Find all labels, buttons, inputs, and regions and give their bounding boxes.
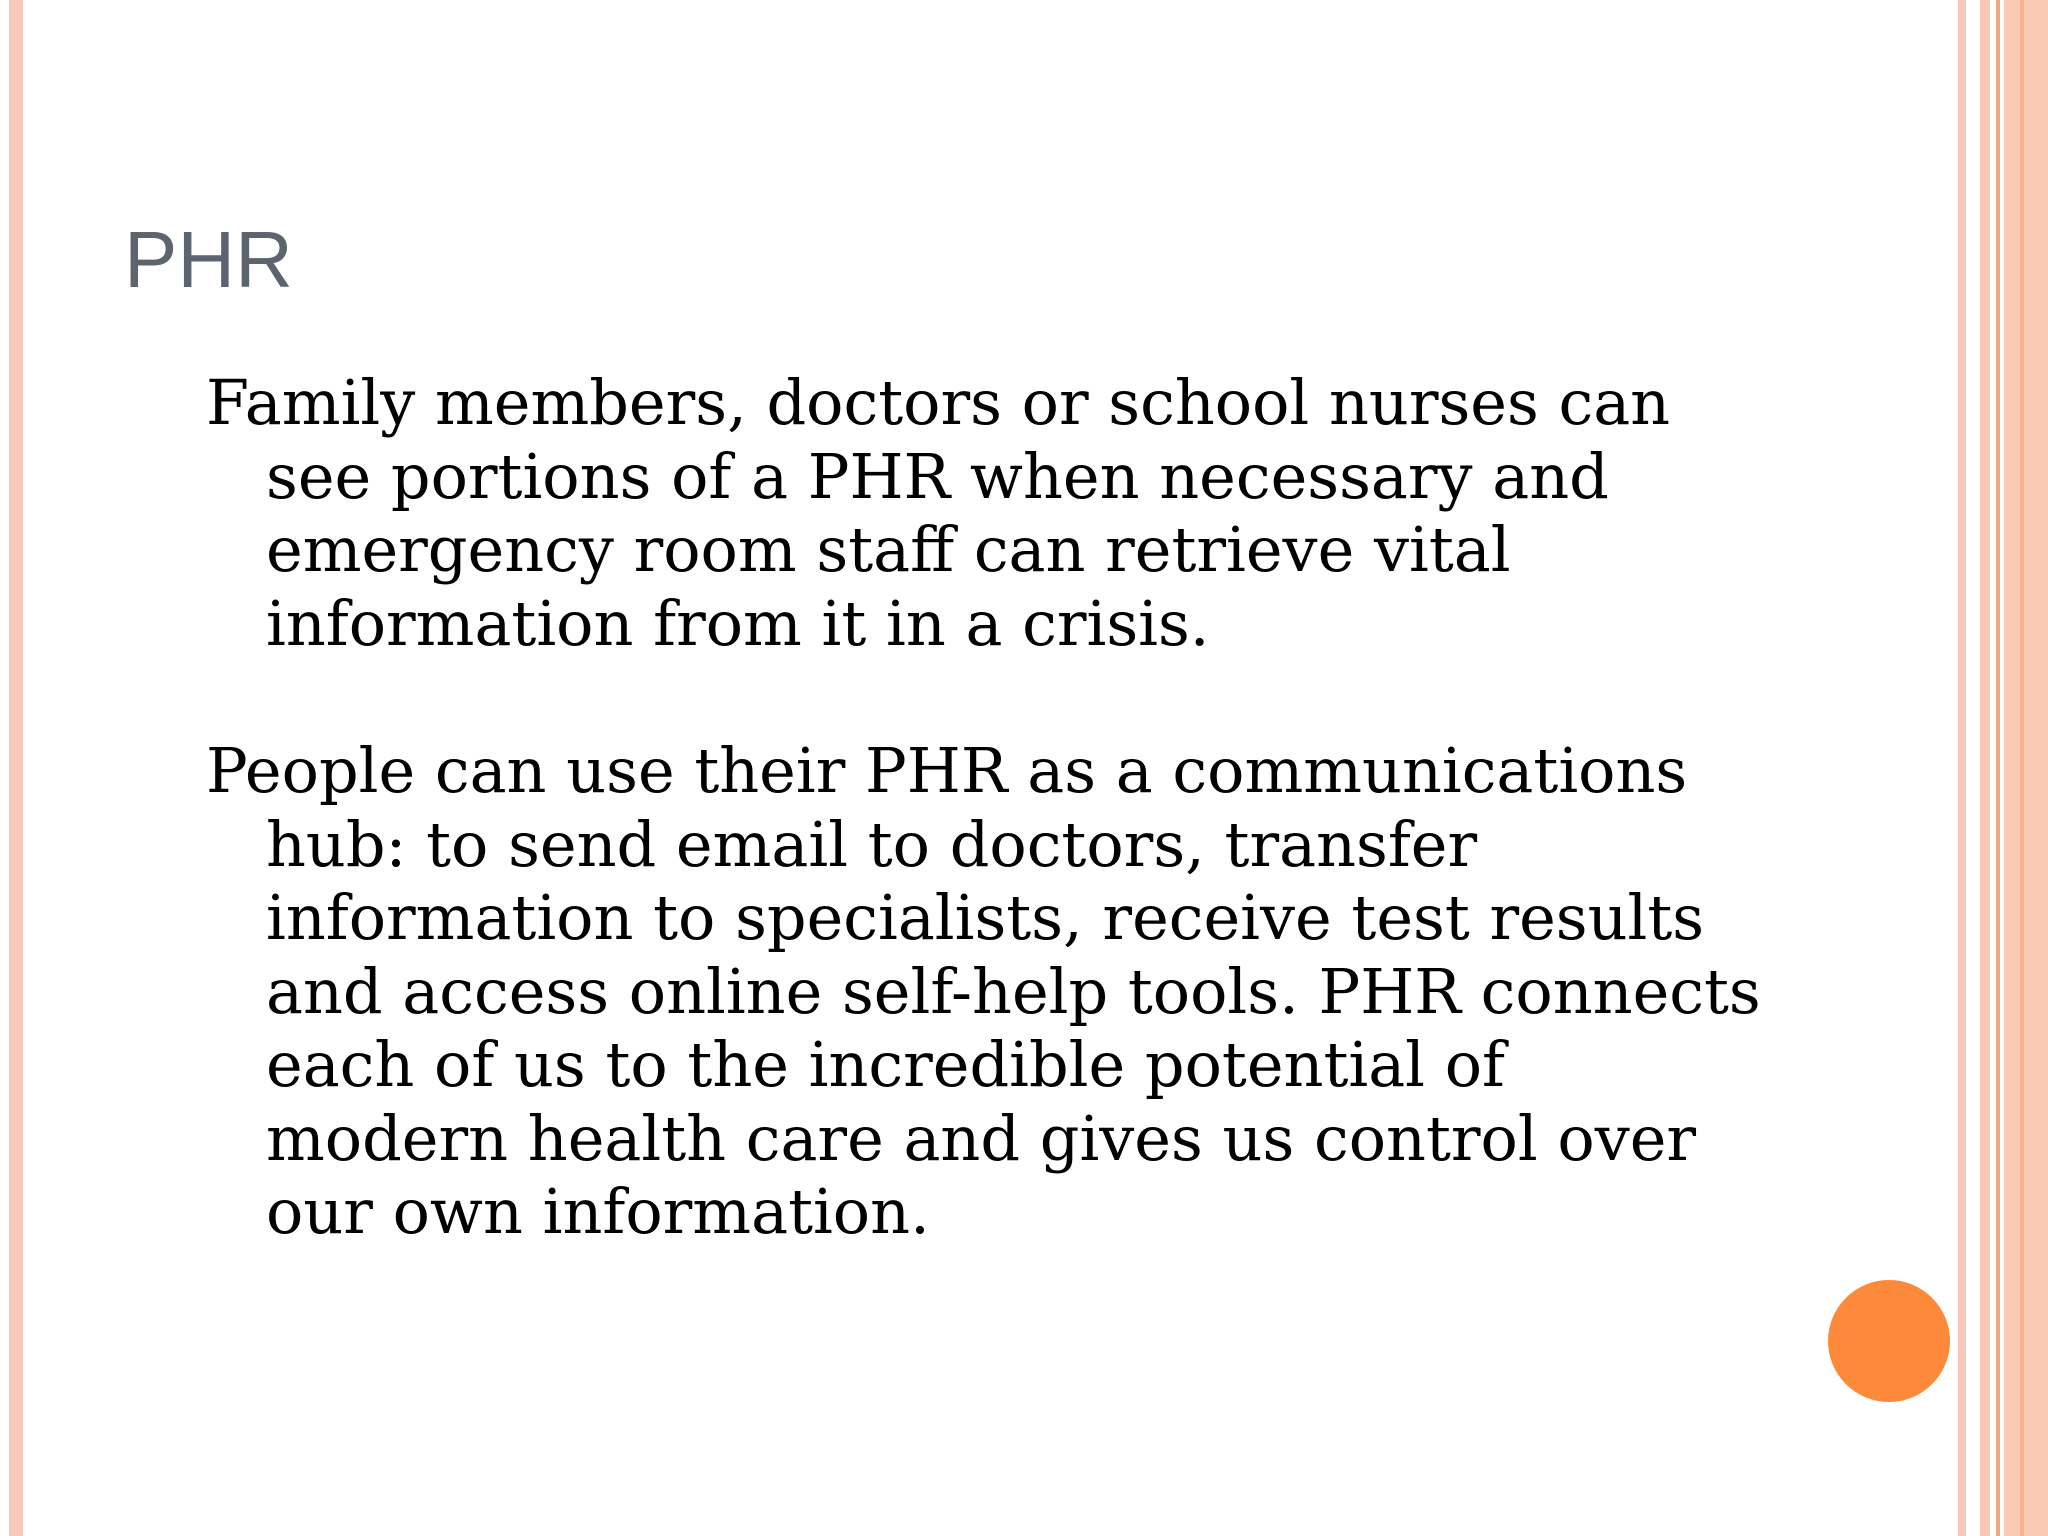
- left-border-stripe: [9, 0, 23, 1536]
- body-paragraph: Family members, doctors or school nurses can see portions of a PHR when necessary and emergency room staff can retrieve vital information from it in a crisis.: [206, 366, 1671, 660]
- right-border-stripe: [1980, 0, 1990, 1536]
- right-border-stripe: [1996, 0, 2000, 1536]
- slide-body: [206, 366, 1766, 1249]
- right-border-stripe: [2020, 0, 2024, 1536]
- accent-circle-icon: [1828, 1280, 1950, 1402]
- body-paragraph: People can use their PHR as a communications hub: to send email to doctors, transfer information to specialists, receive test results and access online self-help tools. PHR connects each of us to the incredible potential of modern health care and gives us control over our own information.: [206, 734, 1761, 1248]
- right-border-stripe: [2004, 0, 2048, 1536]
- right-border-stripe: [1958, 0, 1966, 1536]
- slide-title: PHR: [124, 215, 293, 304]
